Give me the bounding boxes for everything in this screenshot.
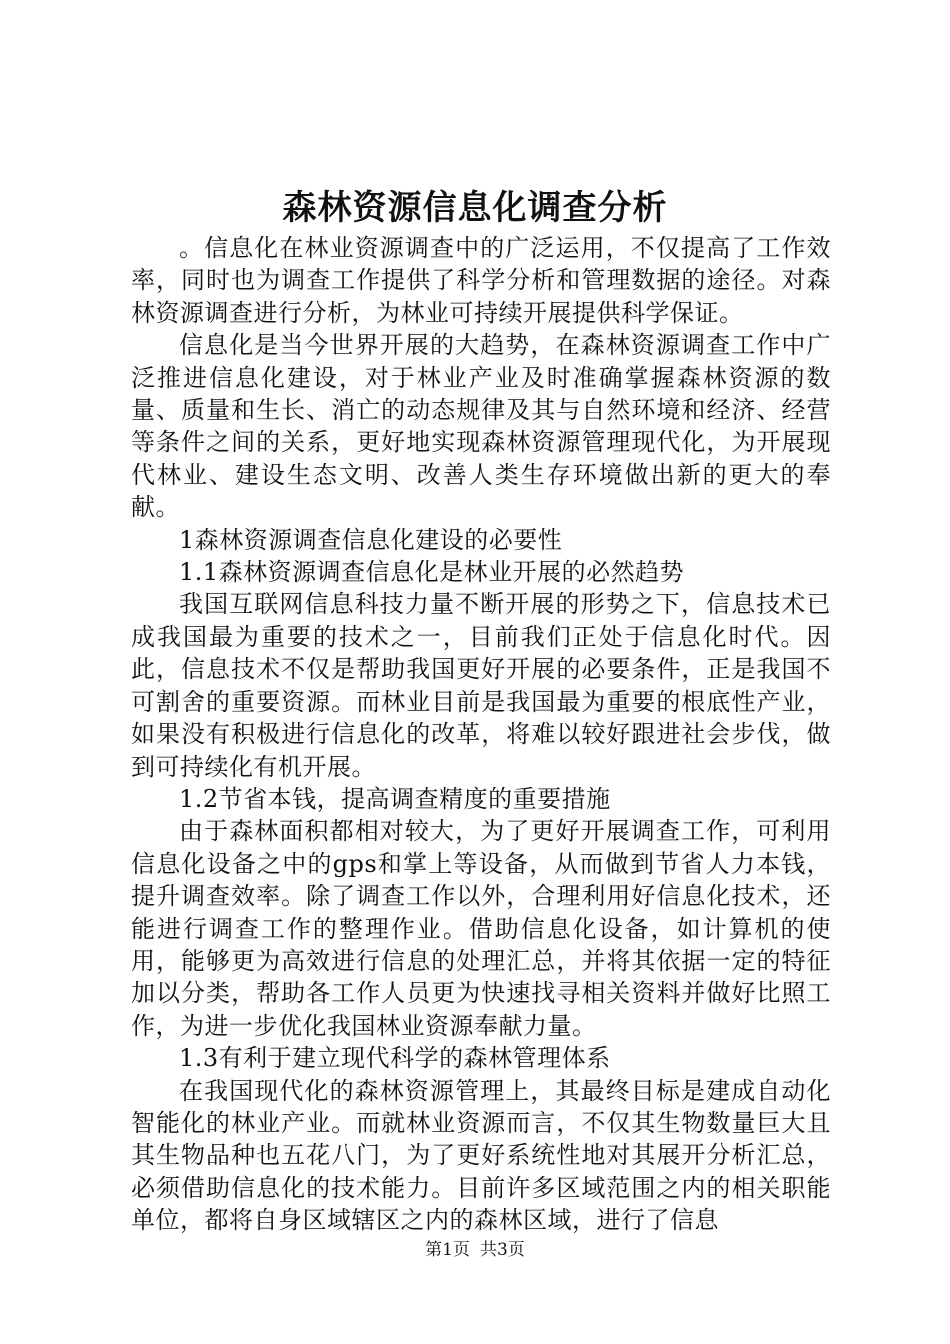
paragraph-1-3: 在我国现代化的森林资源管理上，其最终目标是建成自动化智能化的林业产业。而就林业资源而言，不仅其生物数量巨大且其生物品种也五花八门，为了更好系统性地对其展开分析汇总，必须借助信息化的技术能力。目前许多区域范围之内的相关职能单位，都将自身区域辖区之内的森林区域，进行了信息 [131,1076,831,1235]
section-heading-1: 1森林资源调查信息化建设的必要性 [179,525,563,554]
subsection-heading-1-2: 1.2节省本钱，提高调查精度的重要措施 [179,784,611,813]
paragraph-intro: 信息化是当今世界开展的大趋势，在森林资源调查工作中广泛推进信息化建设，对于林业产业及时准确掌握森林资源的数量、质量和生长、消亡的动态规律及其与自然环境和经济、经营等条件之间的关系，更好地实现森林资源管理现代化，为开展现代林业、建设生态文明、改善人类生存环境做出新的更大的奉献。 [131,331,831,522]
subsection-heading-1-1: 1.1森林资源调查信息化是林业开展的必然趋势 [179,558,685,587]
paragraph-1-2: 由于森林面积都相对较大，为了更好开展调查工作，可利用信息化设备之中的gps和掌上等设备，从而做到节省人力本钱，提升调查效率。除了调查工作以外，合理利用好信息化技术，还能进行调查工作的整理作业。借助信息化设备，如计算机的使用，能够更为高效进行信息的处理汇总，并将其依据一定的特征加以分类，帮助各工作人员更为快速找寻相关资料并做好比照工作，为进一步优化我国林业资源奉献力量。 [131,817,831,1040]
paragraph-abstract: 。信息化在林业资源调查中的广泛运用，不仅提高了工作效率，同时也为调查工作提供了科学分析和管理数据的途径。对森林资源调查进行分析，为林业可持续开展提供科学保证。 [131,234,831,327]
document-title: 森林资源信息化调查分析 [282,188,668,228]
page-footer [0,1238,950,1262]
page-number: 第1页 [425,1240,470,1260]
page-total: 共3页 [480,1240,525,1260]
document-body [131,232,831,1237]
subsection-heading-1-3: 1.3有利于建立现代科学的森林管理体系 [179,1044,611,1073]
paragraph-1-1: 我国互联网信息科技力量不断开展的形势之下，信息技术已成我国最为重要的技术之一，目前我们正处于信息化时代。因此，信息技术不仅是帮助我国更好开展的必要条件，正是我国不可割舍的重要资源。而林业目前是我国最为重要的根底性产业，如果没有积极进行信息化的改革，将难以较好跟进社会步伐，做到可持续化有机开展。 [131,590,831,781]
